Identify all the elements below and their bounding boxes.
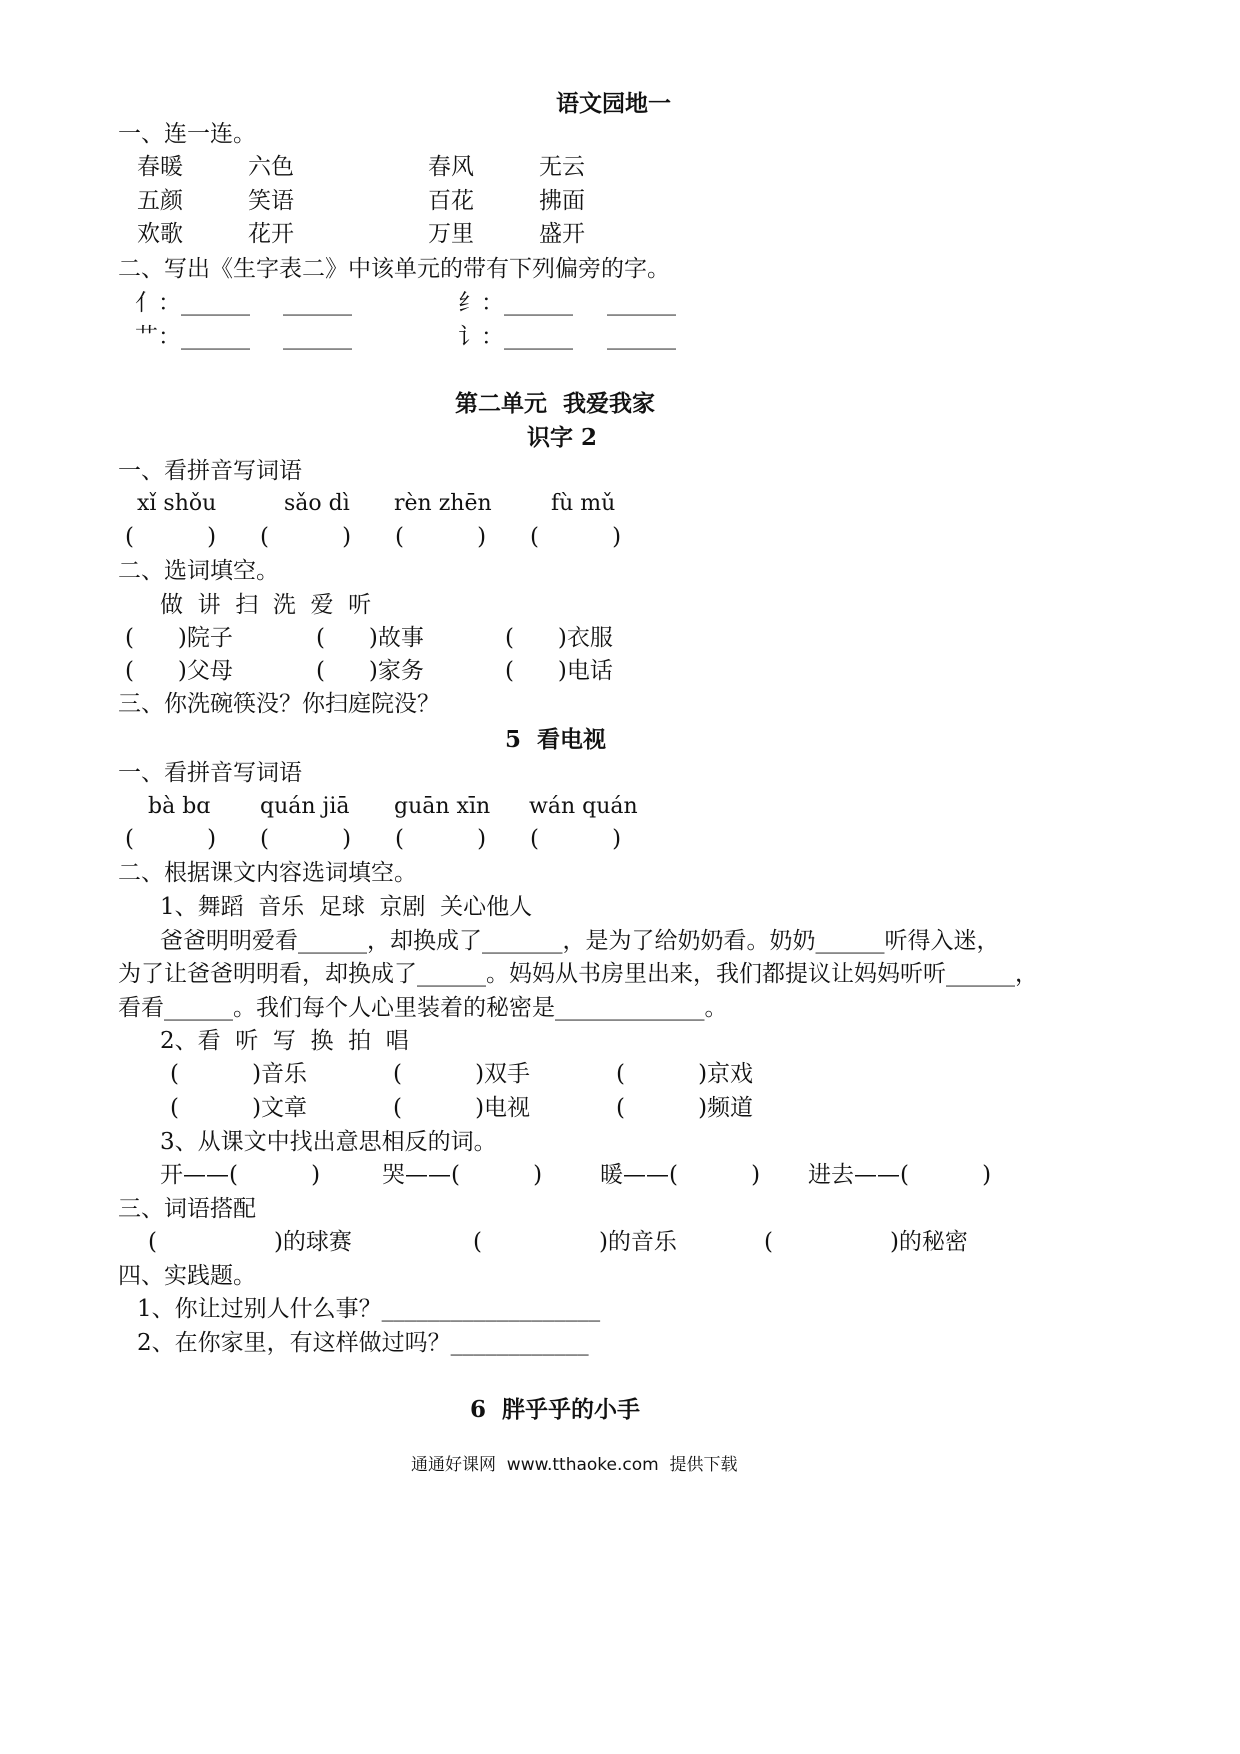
fill-item[interactable]: ( )电视 bbox=[393, 1095, 531, 1121]
paragraph-line: 爸爸明明爱看______，却换成了_______，是为了给奶奶看。奶奶______听得入迷， bbox=[160, 928, 1000, 954]
answer-parens[interactable]: ( ) bbox=[395, 826, 487, 852]
match-word: 春风 bbox=[428, 154, 474, 180]
pinyin-word: wán quán bbox=[529, 794, 638, 819]
pinyin-word: rèn zhēn bbox=[394, 491, 492, 516]
practice-question[interactable]: 1、你让过别人什么事？___________________ bbox=[137, 1296, 601, 1322]
pinyin-word: bà bɑ bbox=[148, 794, 211, 819]
fill-item[interactable]: ( )音乐 bbox=[170, 1061, 308, 1087]
collocation-item[interactable]: ( )的球赛 bbox=[148, 1229, 352, 1255]
question-heading: 四、实践题。 bbox=[118, 1263, 256, 1289]
lesson-title: 6 胖乎乎的小手 bbox=[470, 1396, 641, 1423]
fill-item[interactable]: ( )衣服 bbox=[505, 625, 613, 651]
answer-parens[interactable]: ( ) bbox=[530, 524, 622, 550]
question-heading: 二、根据课文内容选词填空。 bbox=[118, 860, 417, 886]
fill-item[interactable]: ( )电话 bbox=[505, 658, 613, 684]
match-word: 盛开 bbox=[539, 221, 585, 247]
answer-parens[interactable]: ( ) bbox=[260, 826, 352, 852]
match-word: 花开 bbox=[248, 221, 294, 247]
match-word: 六色 bbox=[248, 154, 294, 180]
paragraph-line: 为了让爸爸明明看，却换成了______。妈妈从书房里出来，我们都提议让妈妈听听______， bbox=[118, 961, 1038, 987]
lesson-title: 5 看电视 bbox=[505, 726, 607, 753]
word-choices: 做 讲 扫 洗 爱 听 bbox=[160, 592, 372, 618]
practice-question[interactable]: 2、在你家里，有这样做过吗？____________ bbox=[137, 1330, 589, 1356]
question-heading: 三、词语搭配 bbox=[118, 1196, 256, 1222]
match-word: 拂面 bbox=[539, 188, 585, 214]
fill-item[interactable]: ( )故事 bbox=[316, 625, 424, 651]
answer-parens[interactable]: ( ) bbox=[395, 524, 487, 550]
radical-blank[interactable]: 亻：______ bbox=[135, 290, 250, 316]
pinyin-word: guān xīn bbox=[394, 794, 491, 819]
fill-item[interactable]: ( )父母 bbox=[125, 658, 233, 684]
radical-blank[interactable]: ______ bbox=[283, 290, 352, 316]
collocation-item[interactable]: ( )的秘密 bbox=[764, 1229, 968, 1255]
sub-question: 2、看 听 写 换 拍 唱 bbox=[160, 1028, 409, 1054]
fill-item[interactable]: ( )院子 bbox=[125, 625, 233, 651]
radical-blank[interactable]: 讠：______ bbox=[458, 324, 573, 350]
match-word: 五颜 bbox=[137, 188, 183, 214]
answer-parens[interactable]: ( ) bbox=[260, 524, 352, 550]
page-footer: 通通好课网 www.tthaoke.com 提供下载 bbox=[411, 1455, 738, 1475]
radical-blank[interactable]: ______ bbox=[607, 324, 676, 350]
answer-parens[interactable]: ( ) bbox=[125, 826, 217, 852]
section-title-garden: 语文园地一 bbox=[556, 90, 671, 117]
antonym-item[interactable]: 暖——( ) bbox=[600, 1162, 761, 1188]
sub-question: 1、舞蹈 音乐 足球 京剧 关心他人 bbox=[160, 894, 533, 920]
answer-parens[interactable]: ( ) bbox=[125, 524, 217, 550]
pinyin-word: fù mǔ bbox=[551, 491, 616, 516]
radical-blank[interactable]: 纟：______ bbox=[458, 290, 573, 316]
match-word: 春暖 bbox=[137, 154, 183, 180]
sub-question: 3、从课文中找出意思相反的词。 bbox=[160, 1129, 497, 1155]
radical-blank[interactable]: ______ bbox=[607, 290, 676, 316]
fill-item[interactable]: ( )频道 bbox=[616, 1095, 754, 1121]
match-word: 无云 bbox=[539, 154, 585, 180]
question-heading: 一、看拼音写词语 bbox=[118, 458, 302, 484]
question-heading: 二、选词填空。 bbox=[118, 558, 279, 584]
fill-item[interactable]: ( )家务 bbox=[316, 658, 424, 684]
match-word: 笑语 bbox=[248, 188, 294, 214]
pinyin-word: sǎo dì bbox=[284, 491, 350, 516]
match-word: 万里 bbox=[428, 221, 474, 247]
fill-item[interactable]: ( )双手 bbox=[393, 1061, 531, 1087]
radical-blank[interactable]: 艹：______ bbox=[135, 324, 250, 350]
match-word: 百花 bbox=[428, 188, 474, 214]
fill-item[interactable]: ( )文章 bbox=[170, 1095, 308, 1121]
question-heading: 一、看拼音写词语 bbox=[118, 760, 302, 786]
antonym-item[interactable]: 进去——( ) bbox=[808, 1162, 992, 1188]
radical-blank[interactable]: ______ bbox=[283, 324, 352, 350]
pinyin-word: xǐ shǒu bbox=[137, 491, 217, 516]
question-heading: 三、你洗碗筷没？你扫庭院没？ bbox=[118, 691, 440, 717]
collocation-item[interactable]: ( )的音乐 bbox=[473, 1229, 677, 1255]
answer-parens[interactable]: ( ) bbox=[530, 826, 622, 852]
fill-item[interactable]: ( )京戏 bbox=[616, 1061, 754, 1087]
question-heading: 二、写出《生字表二》中该单元的带有下列偏旁的字。 bbox=[118, 256, 670, 282]
pinyin-word: quán jiā bbox=[260, 794, 350, 819]
question-heading: 一、连一连。 bbox=[118, 121, 256, 147]
lesson-title: 识字 2 bbox=[527, 424, 598, 451]
match-word: 欢歌 bbox=[137, 221, 183, 247]
paragraph-line: 看看______。我们每个人心里装着的秘密是_____________。 bbox=[118, 995, 728, 1021]
unit-title: 第二单元 我爱我家 bbox=[455, 390, 656, 417]
antonym-item[interactable]: 哭——( ) bbox=[382, 1162, 543, 1188]
antonym-item[interactable]: 开——( ) bbox=[160, 1162, 321, 1188]
